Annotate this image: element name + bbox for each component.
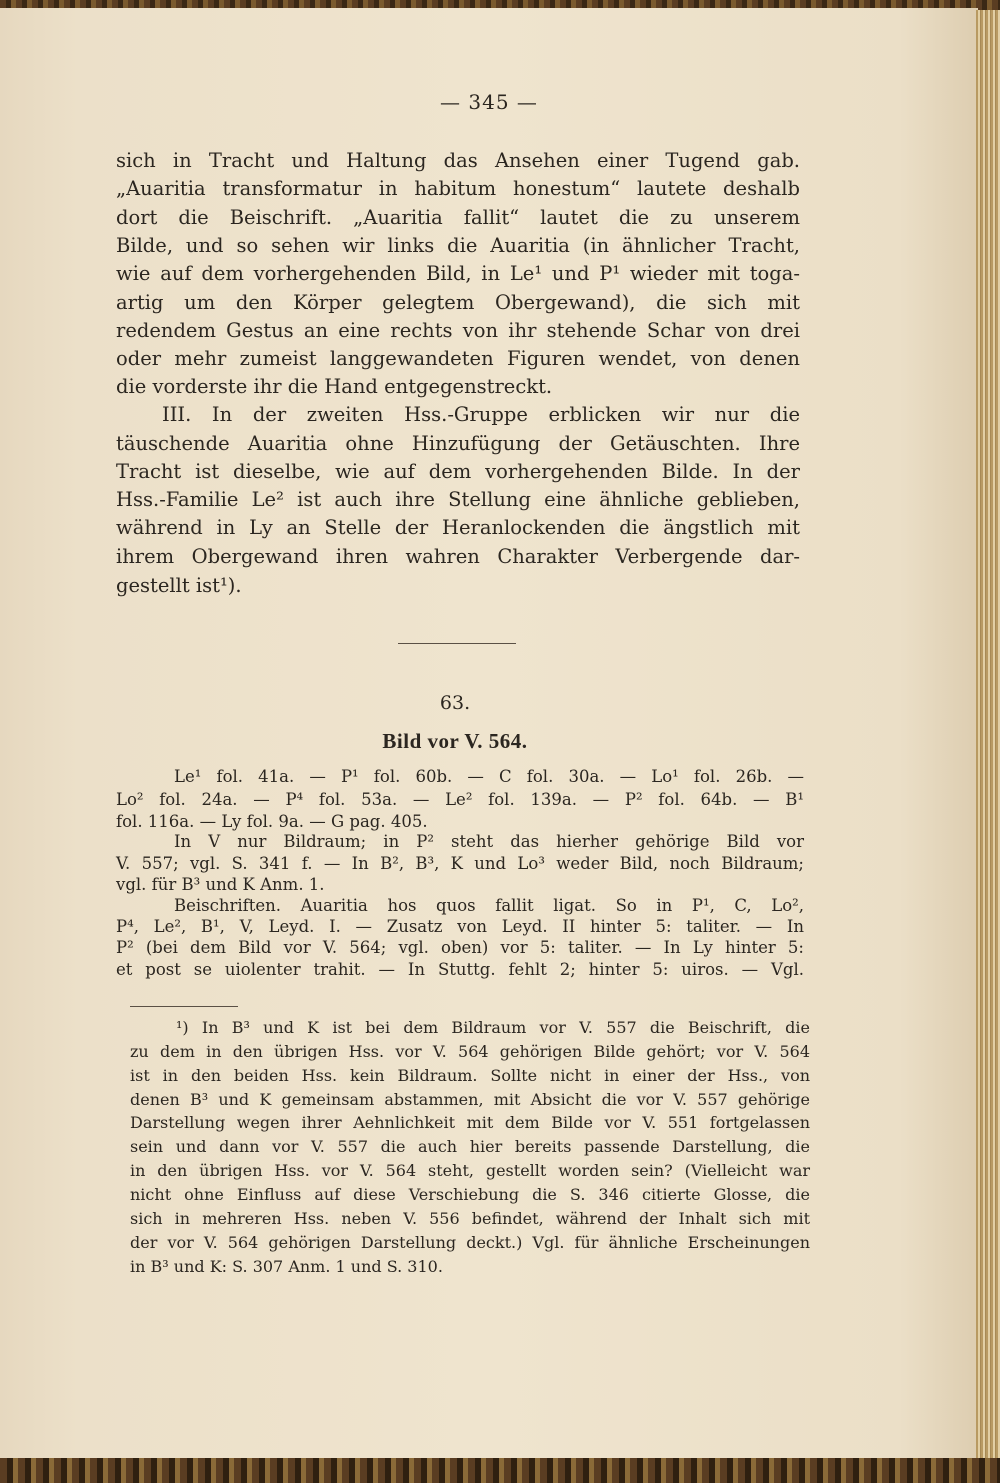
section-divider [398, 643, 516, 644]
apparatus-line: vgl. für B³ und K Anm. 1. [116, 875, 325, 894]
body-line: III. In der zweiten Hss.-Gruppe erblicken wir nur die [162, 403, 800, 426]
footnote-line: in B³ und K: S. 307 Anm. 1 und S. 310. [130, 1257, 443, 1276]
apparatus-line: et post se uiolenter trahit. — In Stuttg. fehlt 2; hinter 5: uiros. — Vgl. [116, 960, 804, 979]
apparatus-line: Le¹ fol. 41a. — P¹ fol. 60b. — C fol. 30a. — Lo¹ fol. 26b. — [174, 767, 804, 786]
apparatus-line: P² (bei dem Bild vor V. 564; vgl. oben) vor 5: taliter. — In Ly hinter 5: [116, 938, 804, 957]
body-line: Hss.-Familie Le² ist auch ihre Stellung eine ähnliche geblieben, [116, 488, 800, 511]
apparatus-line: In V nur Bildraum; in P² steht das hierher gehörige Bild vor [174, 832, 804, 851]
page-number: — 345 — [440, 90, 538, 114]
body-line: die vorderste ihr die Hand entgegenstreckt. [116, 375, 553, 398]
apparatus-line: Lo² fol. 24a. — P⁴ fol. 53a. — Le² fol. 139a. — P² fol. 64b. — B¹ [116, 790, 804, 809]
footnote-divider [130, 1006, 238, 1007]
body-line: ihrem Obergewand ihren wahren Charakter Verbergende dar- [116, 545, 800, 568]
body-line: „Auaritia transformatur in habitum honestum“ lautete deshalb [116, 177, 800, 200]
body-line: oder mehr zumeist langgewandeten Figuren wendet, von denen [116, 347, 800, 370]
footnote-line: denen B³ und K gemeinsam abstammen, mit Absicht die vor V. 557 gehörige [130, 1090, 810, 1109]
apparatus-line: V. 557; vgl. S. 341 f. — In B², B³, K und Lo³ weder Bild, noch Bildraum; [116, 854, 804, 873]
body-line: Tracht ist dieselbe, wie auf dem vorhergehenden Bilde. In der [116, 460, 800, 483]
footnote-line: ist in den beiden Hss. kein Bildraum. Sollte nicht in einer der Hss., von [130, 1066, 810, 1085]
footnote-line: nicht ohne Einfluss auf diese Verschiebung die S. 346 citierte Glosse, die [130, 1185, 810, 1204]
body-line: gestellt ist¹). [116, 574, 242, 597]
body-line: wie auf dem vorhergehenden Bild, in Le¹ und P¹ wieder mit toga- [116, 262, 800, 285]
footnote-line: sich in mehreren Hss. neben V. 556 befindet, während der Inhalt sich mit [130, 1209, 810, 1228]
book-frame-bottom [0, 1458, 1000, 1483]
footnote-line: in den übrigen Hss. vor V. 564 steht, gestellt worden sein? (Vielleicht war [130, 1161, 810, 1180]
footnote-line: zu dem in den übrigen Hss. vor V. 564 gehörigen Bilde gehört; vor V. 564 [130, 1042, 810, 1061]
section-title: Bild vor V. 564. [382, 729, 528, 753]
body-line: redendem Gestus an eine rechts von ihr stehende Schar von drei [116, 319, 800, 342]
body-line: täuschende Auaritia ohne Hinzufügung der Getäuschten. Ihre [116, 432, 800, 455]
apparatus-line: Beischriften. Auaritia hos quos fallit ligat. So in P¹, C, Lo², [174, 896, 804, 915]
page-edge-stack [976, 10, 1000, 1460]
apparatus-line: fol. 116a. — Ly fol. 9a. — G pag. 405. [116, 812, 428, 831]
body-line: sich in Tracht und Haltung das Ansehen einer Tugend gab. [116, 149, 800, 172]
body-line: Bilde, und so sehen wir links die Auaritia (in ähnlicher Tracht, [116, 234, 800, 257]
footnote-line: der vor V. 564 gehörigen Darstellung deckt.) Vgl. für ähnliche Erscheinungen [130, 1233, 810, 1252]
body-line: artig um den Körper gelegtem Obergewand), die sich mit [116, 291, 800, 314]
body-line: dort die Beischrift. „Auaritia fallit“ lautet die zu unserem [116, 206, 800, 229]
footnote-line: ¹) In B³ und K ist bei dem Bildraum vor V. 557 die Beischrift, die [176, 1018, 810, 1037]
footnote-line: sein und dann vor V. 557 die auch hier bereits passende Darstellung, die [130, 1137, 810, 1156]
apparatus-line: P⁴, Le², B¹, V, Leyd. I. — Zusatz von Leyd. II hinter 5: taliter. — In [116, 917, 804, 936]
footnote-line: Darstellung wegen ihrer Aehnlichkeit mit dem Bilde vor V. 551 fortgelassen [130, 1113, 810, 1132]
section-number: 63. [439, 692, 471, 714]
body-line: während in Ly an Stelle der Heranlockenden die ängstlich mit [116, 516, 800, 539]
